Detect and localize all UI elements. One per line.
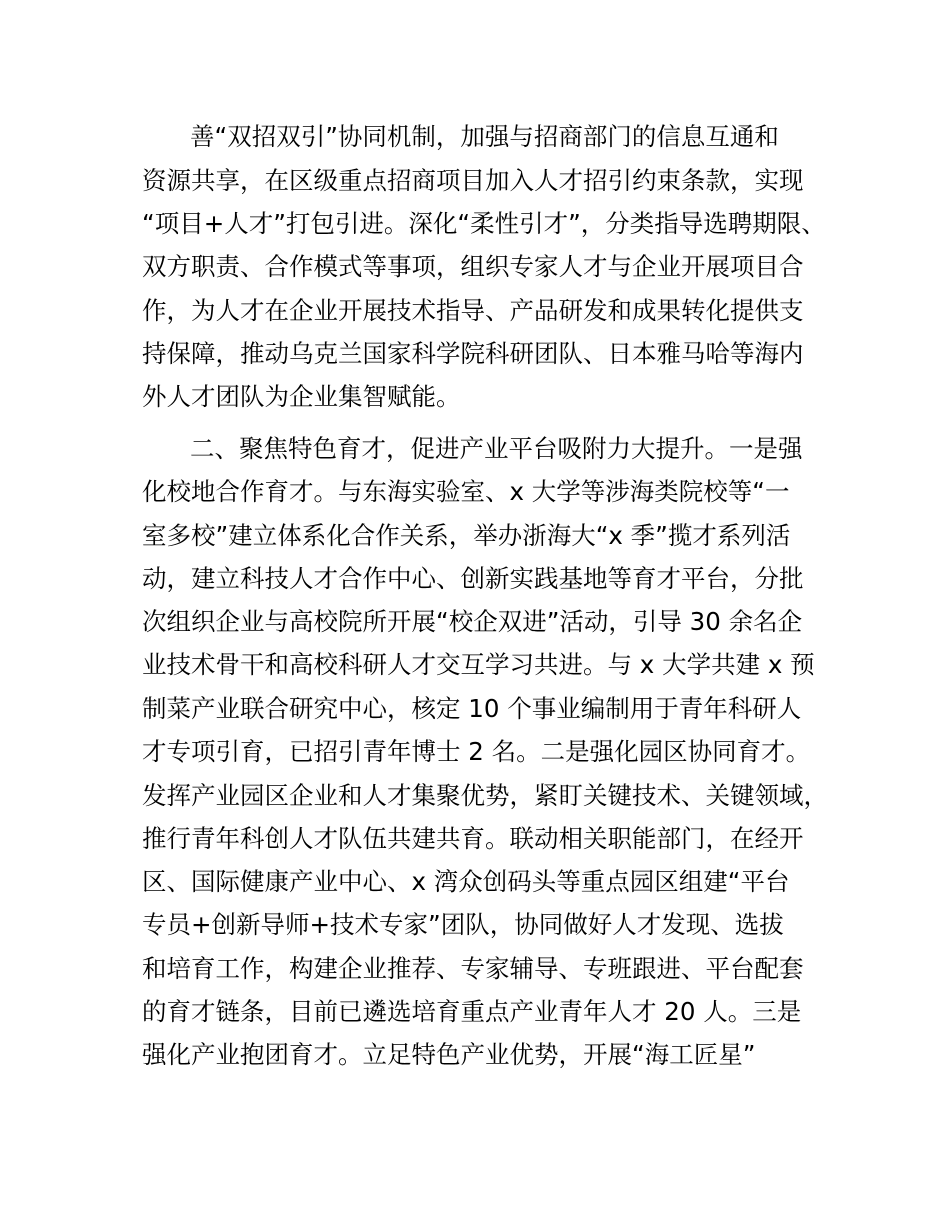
text-line: 作，为人才在企业开展技术指导、产品研发和成果转化提供支 (142, 296, 804, 325)
text-line: 室多校”建立体系化合作关系，举办浙海大“x 季”揽才系列活 (142, 521, 791, 550)
text-line: 次组织企业与高校院所开展“校企双进”活动，引导 30 余名企 (142, 607, 803, 636)
text-line: 才专项引育，已招引青年博士 2 名。二是强化园区协同育才。 (142, 737, 811, 766)
text-line: 发挥产业园区企业和人才集聚优势，紧盯关键技术、关键领域， (142, 781, 828, 810)
text-line: 二、聚焦特色育才，促进产业平台吸附力大提升。一是强 (190, 434, 803, 463)
text-line: 业技术骨干和高校科研人才交互学习共进。与 x 大学共建 x 预 (142, 650, 815, 679)
text-line: 化校地合作育才。与东海实验室、x 大学等涉海类院校等“一 (142, 477, 790, 506)
text-line: 外人才团队为企业集智赋能。 (142, 382, 461, 411)
text-line: “项目+人才”打包引进。深化“柔性引才”，分类指导选聘期限、 (142, 209, 826, 238)
text-line: 动，建立科技人才合作中心、创新实践基地等育才平台，分批 (142, 564, 804, 593)
text-line: 推行青年科创人才队伍共建共育。联动相关职能部门，在经开 (142, 824, 804, 853)
text-line: 和培育工作，构建企业推荐、专家辅导、专班跟进、平台配套 (142, 954, 804, 983)
text-line: 双方职责、合作模式等事项，组织专家人才与企业开展项目合 (142, 252, 804, 281)
text-line: 善“双招双引”协同机制，加强与招商部门的信息互通和 (190, 122, 779, 151)
text-line: 持保障，推动乌克兰国家科学院科研团队、日本雅马哈等海内 (142, 339, 804, 368)
text-line: 强化产业抱团育才。立足特色产业优势，开展“海工匠星” (142, 1040, 756, 1069)
text-line: 制菜产业联合研究中心，核定 10 个事业编制用于青年科研人 (142, 694, 802, 723)
text-line: 区、国际健康产业中心、x 湾众创码头等重点园区组建“平台 (142, 867, 790, 896)
text-line: 资源共享，在区级重点招商项目加入人才招引约束条款，实现 (142, 166, 804, 195)
text-line: 的育才链条，目前已遴选培育重点产业青年人才 20 人。三是 (142, 997, 802, 1026)
text-line: 专员+创新导师+技术专家”团队，协同做好人才发现、选拔 (142, 910, 784, 939)
